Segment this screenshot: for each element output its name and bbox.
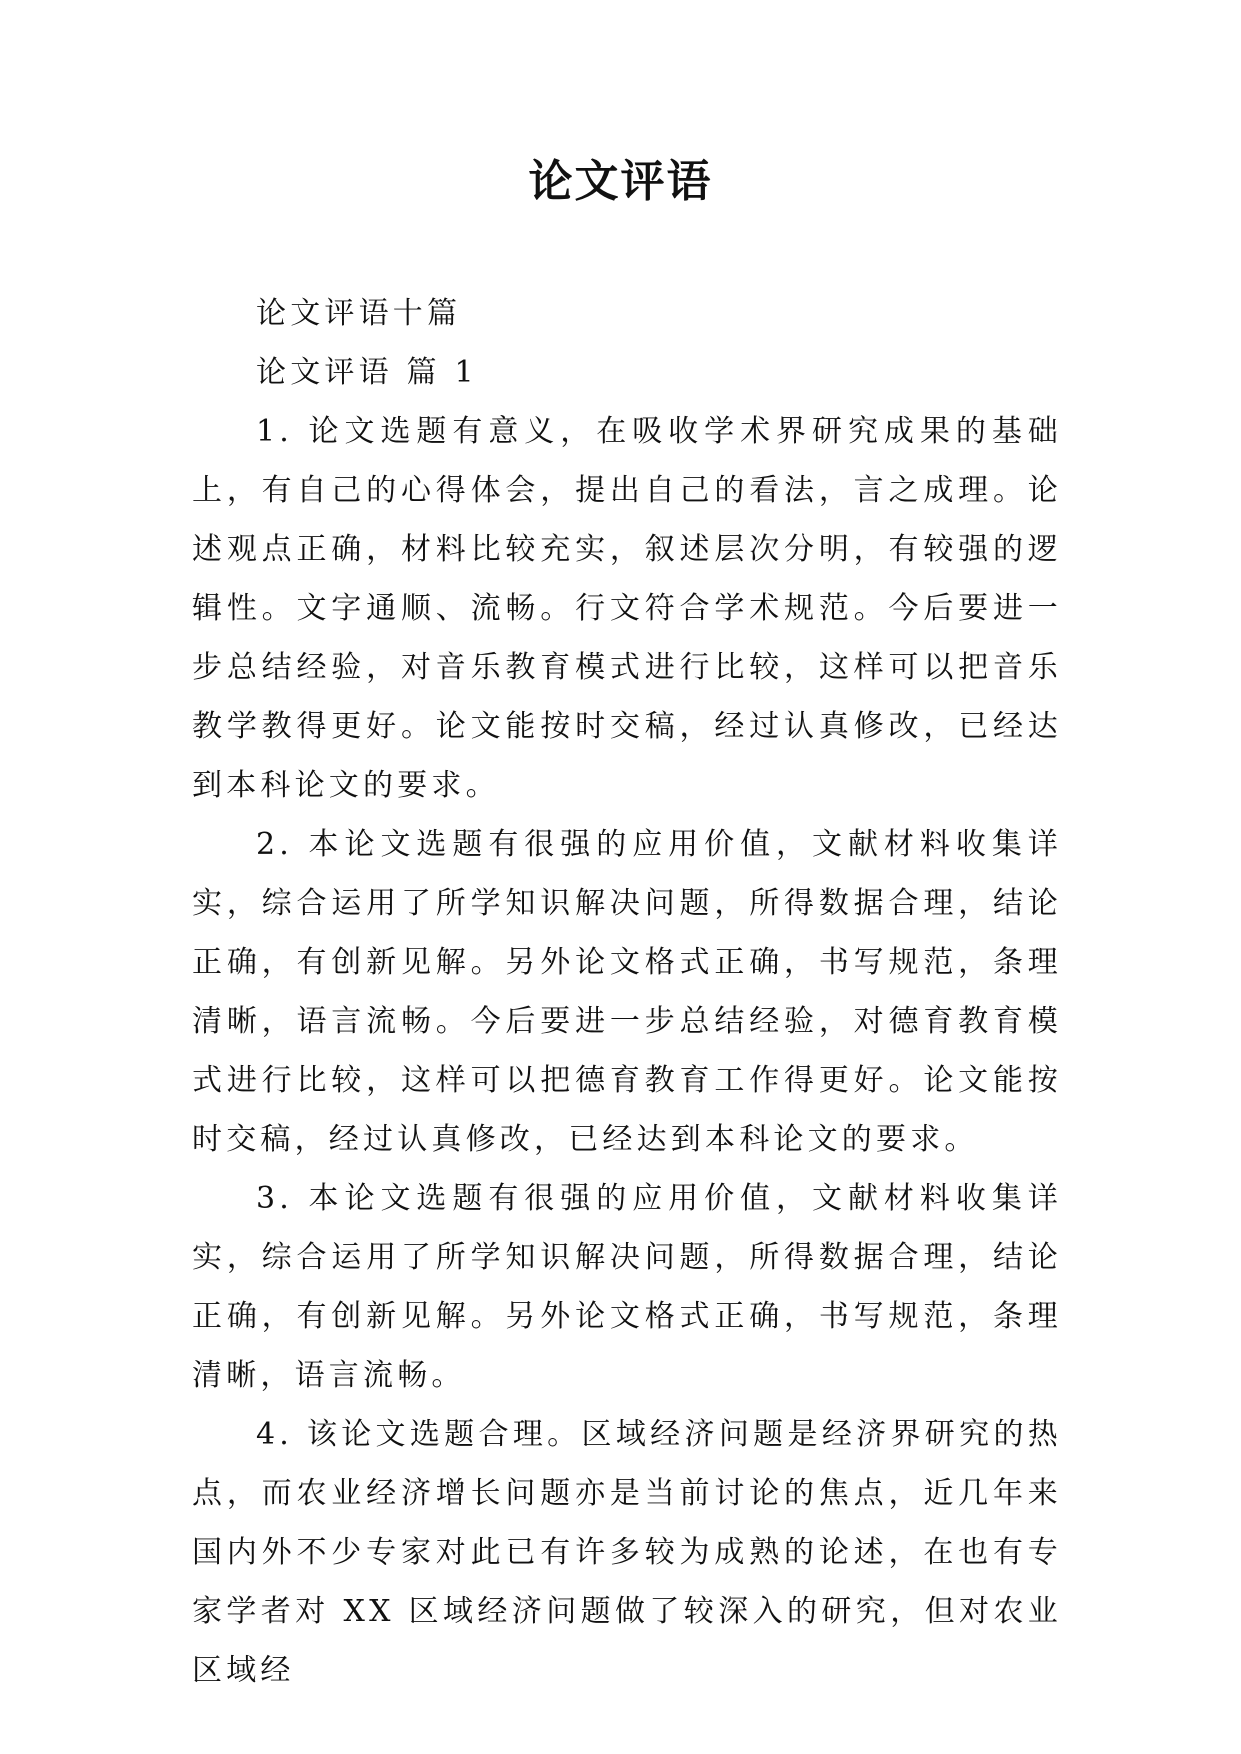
section-heading: 论文评语 篇 1: [256, 355, 478, 390]
document-title: 论文评语: [528, 156, 713, 207]
paragraph-2: 2. 本论文选题有很强的应用价值，文献材料收集详实，综合运用了所学知识解决问题，所得数据合理，结论正确，有创新见解。另外论文格式正确，书写规范，条理清晰，语言流畅。今后要进一步总结经验，对德育教育模式进行比较，这样可以把德育教育工作得更好。论文能按时交稿，经过认真修改，已经达到本科论文的要求。: [192, 827, 1062, 1157]
subtitle: 论文评语十篇: [256, 296, 462, 331]
paragraph-3: 3. 本论文选题有很强的应用价值，文献材料收集详实，综合运用了所学知识解决问题，所得数据合理，结论正确，有创新见解。另外论文格式正确，书写规范，条理清晰，语言流畅。: [192, 1181, 1062, 1393]
paragraph-4: 4. 该论文选题合理。区域经济问题是经济界研究的热点，而农业经济增长问题亦是当前讨论的焦点，近几年来国内外不少专家对此已有许多较为成熟的论述，在也有专家学者对 XX 区域经济问题做了较深入的研究，但对农业区域经: [192, 1417, 1062, 1688]
paragraph-1: 1. 论文选题有意义，在吸收学术界研究成果的基础上，有自己的心得体会，提出自己的看法，言之成理。论述观点正确，材料比较充实，叙述层次分明，有较强的逻辑性。文字通顺、流畅。行文符合学术规范。今后要进一步总结经验，对音乐教育模式进行比较，这样可以把音乐教学教得更好。论文能按时交稿，经过认真修改，已经达到本科论文的要求。: [192, 414, 1062, 803]
document-body: [192, 284, 1062, 1700]
